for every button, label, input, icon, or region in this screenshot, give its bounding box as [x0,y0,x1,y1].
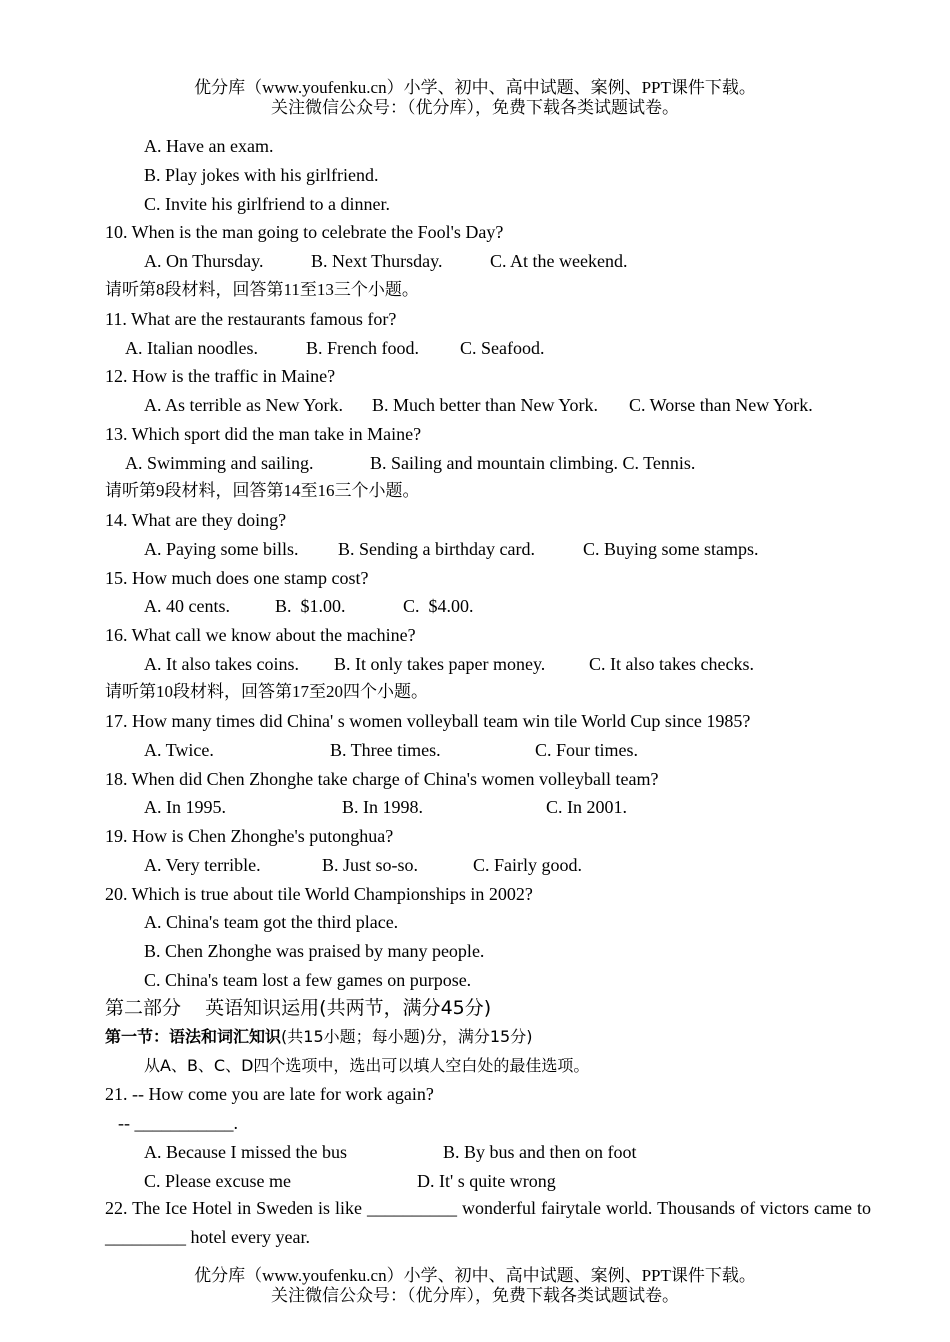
q13-option-a: A. Swimming and sailing. [125,453,314,473]
q15-stem: 15. How much does one stamp cost? [105,568,369,588]
section-1-heading [105,1025,532,1049]
q10-stem: 10. When is the man going to celebrate the Fool's Day? [105,222,504,242]
part-2-title: 第二部分 英语知识运用(共两节，满分45分) [105,997,492,1019]
instruction-passage-8: 请听第8段材料，回答第11至13三个小题。 [105,280,419,299]
q14-option-a: A. Paying some bills. [144,539,299,559]
instruction-passage-9: 请听第9段材料，回答第14至16三个小题。 [105,481,420,500]
q21-option-b: B. By bus and then on foot [443,1142,637,1162]
q14-option-b: B. Sending a birthday card. [338,539,535,559]
q15-option-b: B. $1.00. [275,596,346,616]
q16-stem: 16. What call we know about the machine? [105,625,416,645]
footer-line-2: 关注微信公众号：（优分库），免费下载各类试题试卷。 [271,1286,679,1305]
section-1-heading-bold: 第一节：语法和词汇知识 [105,1027,282,1046]
q11-option-b: B. French food. [306,338,419,358]
q21-stem: 21. -- How come you are late for work again? [105,1084,434,1104]
q20-stem: 20. Which is true about tile World Championships in 2002? [105,884,533,904]
q21-blank: -- ___________. [118,1113,238,1133]
q16-option-c: C. It also takes checks. [589,654,754,674]
section-1-heading-rest: (共15小题；每小题)分，满分15分) [281,1027,533,1046]
q13-option-bc: B. Sailing and mountain climbing. C. Tennis. [370,453,696,473]
q10-option-a: A. On Thursday. [144,251,264,271]
q18-stem: 18. When did Chen Zhonghe take charge of China's women volleyball team? [105,769,659,789]
q9-option-b: B. Play jokes with his girlfriend. [144,165,379,185]
footer-line-1: 优分库（www.youfenku.cn）小学、初中、高中试题、案例、PPT课件下载。 [194,1266,756,1285]
q14-option-c: C. Buying some stamps. [583,539,759,559]
q18-option-a: A. In 1995. [144,797,226,817]
header-line-1: 优分库（www.youfenku.cn）小学、初中、高中试题、案例、PPT课件下载。 [194,78,756,97]
q11-stem: 11. What are the restaurants famous for? [105,309,397,329]
q19-option-b: B. Just so-so. [322,855,419,875]
q11-option-a: A. Italian noodles. [125,338,258,358]
q15-option-c: C. $4.00. [403,596,474,616]
q20-option-b: B. Chen Zhonghe was praised by many people. [144,941,485,961]
q16-option-b: B. It only takes paper money. [334,654,546,674]
q9-option-c: C. Invite his girlfriend to a dinner. [144,194,390,214]
q10-option-b: B. Next Thursday. [311,251,443,271]
q12-stem: 12. How is the traffic in Maine? [105,366,336,386]
q20-option-a: A. China's team got the third place. [144,912,399,932]
q20-option-c: C. China's team lost a few games on purpose. [144,970,472,990]
q12-option-b: B. Much better than New York. [372,395,598,415]
q12-option-c: C. Worse than New York. [629,395,813,415]
q18-option-c: C. In 2001. [546,797,627,817]
q14-stem: 14. What are they doing? [105,510,287,530]
q18-option-b: B. In 1998. [342,797,423,817]
q9-option-a: A. Have an exam. [144,136,274,156]
q15-option-a: A. 40 cents. [144,596,230,616]
q13-stem: 13. Which sport did the man take in Maine? [105,424,422,444]
q19-option-c: C. Fairly good. [473,855,583,875]
q17-option-b: B. Three times. [330,740,441,760]
q17-stem: 17. How many times did China' s women volleyball team win tile World Cup since 1985? [105,711,751,731]
q19-option-a: A. Very terrible. [144,855,261,875]
q22-stem: 22. The Ice Hotel in Sweden is like __________ wonderful fairytale world. Thousands of victors came to _________ hotel every year. [105,1198,871,1247]
q17-option-a: A. Twice. [144,740,214,760]
q21-option-c: C. Please excuse me [144,1171,291,1191]
q17-option-c: C. Four times. [535,740,639,760]
q12-option-a: A. As terrible as New York. [144,395,343,415]
instruction-passage-10: 请听第10段材料，回答第17至20四个小题。 [105,682,428,701]
q16-option-a: A. It also takes coins. [144,654,299,674]
section-1-instruction: 从A、B、C、D四个选项中，选出可以填人空白处的最佳选项。 [144,1056,590,1075]
q19-stem: 19. How is Chen Zhonghe's putonghua? [105,826,394,846]
q21-option-d: D. It' s quite wrong [417,1171,556,1191]
q10-option-c: C. At the weekend. [490,251,628,271]
header-line-2: 关注微信公众号：（优分库），免费下载各类试题试卷。 [271,98,679,117]
q21-option-a: A. Because I missed the bus [144,1142,347,1162]
q11-option-c: C. Seafood. [460,338,545,358]
